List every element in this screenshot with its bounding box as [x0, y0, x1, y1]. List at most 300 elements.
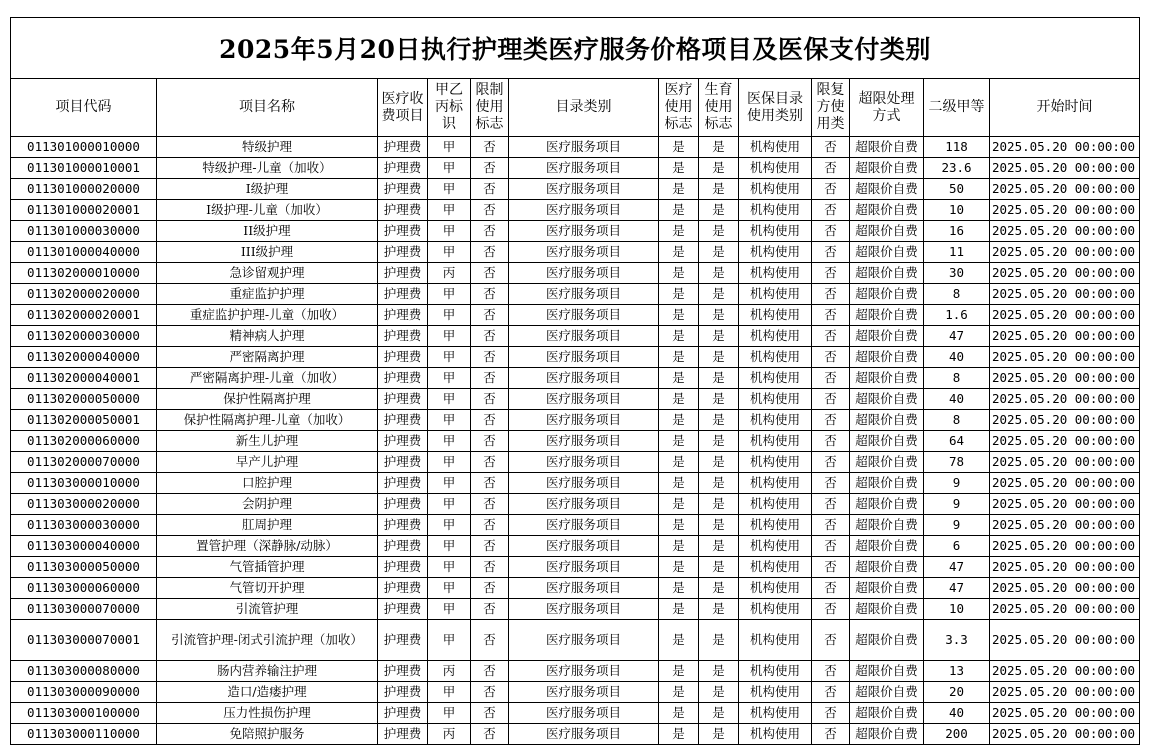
cell-fee: 护理费 [378, 599, 428, 620]
cell-code: 011303000060000 [11, 578, 157, 599]
cell-fee: 护理费 [378, 263, 428, 284]
cell-name: 新生儿护理 [157, 431, 378, 452]
cell-overlimit: 超限价自费 [850, 347, 924, 368]
cell-name: 严密隔离护理-儿童（加收） [157, 368, 378, 389]
cell-maternity-use: 是 [699, 305, 739, 326]
cell-medical-use: 是 [659, 305, 699, 326]
cell-class: 甲 [428, 305, 471, 326]
cell-catalog: 医疗服务项目 [509, 620, 659, 661]
table-row [11, 305, 1140, 326]
cell-restrict-recheck: 否 [812, 368, 850, 389]
cell-restrict-recheck: 否 [812, 410, 850, 431]
cell-maternity-use: 是 [699, 557, 739, 578]
cell-insurance-use: 机构使用 [739, 137, 812, 158]
cell-class: 甲 [428, 410, 471, 431]
cell-overlimit: 超限价自费 [850, 515, 924, 536]
cell-medical-use: 是 [659, 347, 699, 368]
cell-start: 2025.05.20 00:00:00 [990, 179, 1140, 200]
header-code: 项目代码 [11, 79, 157, 137]
table-row [11, 200, 1140, 221]
cell-insurance-use: 机构使用 [739, 431, 812, 452]
cell-restrict-recheck: 否 [812, 389, 850, 410]
cell-maternity-use: 是 [699, 326, 739, 347]
table-row [11, 431, 1140, 452]
cell-restrict: 否 [471, 578, 509, 599]
table-row [11, 326, 1140, 347]
cell-medical-use: 是 [659, 389, 699, 410]
cell-catalog: 医疗服务项目 [509, 494, 659, 515]
cell-code: 011303000070001 [11, 620, 157, 661]
header-grade: 二级甲等 [924, 79, 990, 137]
cell-class: 甲 [428, 682, 471, 703]
cell-overlimit: 超限价自费 [850, 431, 924, 452]
cell-class: 甲 [428, 368, 471, 389]
table-row [11, 452, 1140, 473]
cell-name: II级护理 [157, 221, 378, 242]
cell-medical-use: 是 [659, 410, 699, 431]
cell-name: 免陪照护服务 [157, 724, 378, 745]
cell-class: 甲 [428, 158, 471, 179]
cell-maternity-use: 是 [699, 724, 739, 745]
header-insurance-use: 医保目录使用类别 [739, 79, 812, 137]
cell-start: 2025.05.20 00:00:00 [990, 347, 1140, 368]
cell-class: 甲 [428, 137, 471, 158]
cell-restrict-recheck: 否 [812, 326, 850, 347]
cell-catalog: 医疗服务项目 [509, 200, 659, 221]
cell-start: 2025.05.20 00:00:00 [990, 620, 1140, 661]
cell-catalog: 医疗服务项目 [509, 347, 659, 368]
cell-maternity-use: 是 [699, 452, 739, 473]
cell-restrict: 否 [471, 263, 509, 284]
cell-class: 甲 [428, 242, 471, 263]
cell-restrict-recheck: 否 [812, 137, 850, 158]
cell-overlimit: 超限价自费 [850, 284, 924, 305]
cell-price: 8 [924, 284, 990, 305]
cell-price: 8 [924, 368, 990, 389]
cell-overlimit: 超限价自费 [850, 661, 924, 682]
cell-class: 丙 [428, 263, 471, 284]
cell-price: 64 [924, 431, 990, 452]
cell-restrict: 否 [471, 347, 509, 368]
cell-catalog: 医疗服务项目 [509, 682, 659, 703]
cell-fee: 护理费 [378, 200, 428, 221]
cell-catalog: 医疗服务项目 [509, 473, 659, 494]
table-row [11, 599, 1140, 620]
cell-restrict: 否 [471, 410, 509, 431]
cell-fee: 护理费 [378, 515, 428, 536]
cell-restrict-recheck: 否 [812, 221, 850, 242]
cell-restrict: 否 [471, 137, 509, 158]
cell-maternity-use: 是 [699, 473, 739, 494]
cell-medical-use: 是 [659, 578, 699, 599]
cell-medical-use: 是 [659, 137, 699, 158]
cell-class: 甲 [428, 494, 471, 515]
cell-code: 011302000030000 [11, 326, 157, 347]
cell-restrict: 否 [471, 515, 509, 536]
table-row [11, 682, 1140, 703]
cell-restrict-recheck: 否 [812, 578, 850, 599]
cell-price: 8 [924, 410, 990, 431]
cell-class: 甲 [428, 284, 471, 305]
cell-start: 2025.05.20 00:00:00 [990, 536, 1140, 557]
cell-price: 1.6 [924, 305, 990, 326]
table-row [11, 221, 1140, 242]
cell-restrict: 否 [471, 200, 509, 221]
cell-code: 011302000070000 [11, 452, 157, 473]
table-row [11, 515, 1140, 536]
cell-class: 丙 [428, 724, 471, 745]
cell-restrict: 否 [471, 661, 509, 682]
cell-maternity-use: 是 [699, 410, 739, 431]
cell-name: I级护理-儿童（加收） [157, 200, 378, 221]
cell-class: 甲 [428, 347, 471, 368]
cell-fee: 护理费 [378, 368, 428, 389]
cell-overlimit: 超限价自费 [850, 473, 924, 494]
cell-start: 2025.05.20 00:00:00 [990, 557, 1140, 578]
cell-insurance-use: 机构使用 [739, 200, 812, 221]
cell-insurance-use: 机构使用 [739, 368, 812, 389]
cell-code: 011301000040000 [11, 242, 157, 263]
cell-catalog: 医疗服务项目 [509, 557, 659, 578]
cell-start: 2025.05.20 00:00:00 [990, 661, 1140, 682]
cell-start: 2025.05.20 00:00:00 [990, 368, 1140, 389]
cell-catalog: 医疗服务项目 [509, 431, 659, 452]
cell-fee: 护理费 [378, 305, 428, 326]
cell-price: 11 [924, 242, 990, 263]
header-medical-use: 医疗使用标志 [659, 79, 699, 137]
cell-insurance-use: 机构使用 [739, 536, 812, 557]
cell-fee: 护理费 [378, 452, 428, 473]
cell-fee: 护理费 [378, 724, 428, 745]
table-row [11, 703, 1140, 724]
cell-overlimit: 超限价自费 [850, 305, 924, 326]
cell-overlimit: 超限价自费 [850, 242, 924, 263]
cell-restrict-recheck: 否 [812, 452, 850, 473]
cell-start: 2025.05.20 00:00:00 [990, 200, 1140, 221]
cell-catalog: 医疗服务项目 [509, 452, 659, 473]
cell-start: 2025.05.20 00:00:00 [990, 326, 1140, 347]
cell-class: 甲 [428, 620, 471, 661]
cell-price: 20 [924, 682, 990, 703]
cell-class: 甲 [428, 557, 471, 578]
table-row [11, 389, 1140, 410]
cell-restrict-recheck: 否 [812, 263, 850, 284]
header-overlimit: 超限处理方式 [850, 79, 924, 137]
cell-medical-use: 是 [659, 724, 699, 745]
cell-fee: 护理费 [378, 494, 428, 515]
cell-medical-use: 是 [659, 242, 699, 263]
cell-start: 2025.05.20 00:00:00 [990, 599, 1140, 620]
cell-overlimit: 超限价自费 [850, 389, 924, 410]
cell-price: 30 [924, 263, 990, 284]
cell-medical-use: 是 [659, 452, 699, 473]
cell-insurance-use: 机构使用 [739, 263, 812, 284]
cell-restrict-recheck: 否 [812, 599, 850, 620]
cell-price: 13 [924, 661, 990, 682]
cell-price: 9 [924, 515, 990, 536]
cell-maternity-use: 是 [699, 661, 739, 682]
cell-restrict: 否 [471, 452, 509, 473]
cell-catalog: 医疗服务项目 [509, 703, 659, 724]
cell-restrict: 否 [471, 599, 509, 620]
cell-restrict-recheck: 否 [812, 242, 850, 263]
cell-price: 47 [924, 326, 990, 347]
cell-insurance-use: 机构使用 [739, 305, 812, 326]
cell-medical-use: 是 [659, 599, 699, 620]
cell-overlimit: 超限价自费 [850, 578, 924, 599]
cell-overlimit: 超限价自费 [850, 137, 924, 158]
cell-overlimit: 超限价自费 [850, 326, 924, 347]
cell-restrict: 否 [471, 557, 509, 578]
cell-name: 引流管护理-闭式引流护理（加收） [157, 620, 378, 661]
cell-overlimit: 超限价自费 [850, 557, 924, 578]
cell-fee: 护理费 [378, 410, 428, 431]
cell-restrict-recheck: 否 [812, 620, 850, 661]
header-restrict-recheck: 限复方使用类 [812, 79, 850, 137]
cell-restrict: 否 [471, 158, 509, 179]
table-row [11, 536, 1140, 557]
cell-catalog: 医疗服务项目 [509, 284, 659, 305]
cell-maternity-use: 是 [699, 179, 739, 200]
cell-insurance-use: 机构使用 [739, 703, 812, 724]
cell-fee: 护理费 [378, 431, 428, 452]
page-title: 2025年5月20日执行护理类医疗服务价格项目及医保支付类别 [11, 18, 1140, 79]
table-row [11, 179, 1140, 200]
cell-price: 10 [924, 200, 990, 221]
cell-restrict-recheck: 否 [812, 682, 850, 703]
cell-medical-use: 是 [659, 682, 699, 703]
cell-price: 47 [924, 557, 990, 578]
cell-name: 造口/造瘘护理 [157, 682, 378, 703]
cell-class: 甲 [428, 179, 471, 200]
cell-catalog: 医疗服务项目 [509, 724, 659, 745]
cell-price: 40 [924, 347, 990, 368]
cell-insurance-use: 机构使用 [739, 284, 812, 305]
cell-restrict-recheck: 否 [812, 724, 850, 745]
cell-class: 甲 [428, 200, 471, 221]
cell-medical-use: 是 [659, 703, 699, 724]
cell-start: 2025.05.20 00:00:00 [990, 703, 1140, 724]
table-row [11, 578, 1140, 599]
cell-restrict: 否 [471, 682, 509, 703]
cell-name: 精神病人护理 [157, 326, 378, 347]
table-row [11, 557, 1140, 578]
cell-maternity-use: 是 [699, 221, 739, 242]
cell-code: 011301000010000 [11, 137, 157, 158]
cell-price: 9 [924, 494, 990, 515]
cell-maternity-use: 是 [699, 515, 739, 536]
cell-fee: 护理费 [378, 221, 428, 242]
cell-code: 011301000010001 [11, 158, 157, 179]
cell-catalog: 医疗服务项目 [509, 389, 659, 410]
cell-fee: 护理费 [378, 284, 428, 305]
cell-class: 甲 [428, 703, 471, 724]
cell-code: 011303000010000 [11, 473, 157, 494]
cell-insurance-use: 机构使用 [739, 179, 812, 200]
header-class-abc: 甲乙丙标识 [428, 79, 471, 137]
cell-name: 早产儿护理 [157, 452, 378, 473]
cell-restrict: 否 [471, 179, 509, 200]
cell-code: 011302000010000 [11, 263, 157, 284]
cell-catalog: 医疗服务项目 [509, 515, 659, 536]
cell-overlimit: 超限价自费 [850, 200, 924, 221]
cell-medical-use: 是 [659, 661, 699, 682]
cell-restrict: 否 [471, 494, 509, 515]
cell-medical-use: 是 [659, 263, 699, 284]
cell-overlimit: 超限价自费 [850, 682, 924, 703]
cell-medical-use: 是 [659, 536, 699, 557]
cell-start: 2025.05.20 00:00:00 [990, 263, 1140, 284]
cell-start: 2025.05.20 00:00:00 [990, 305, 1140, 326]
table-row [11, 661, 1140, 682]
cell-restrict: 否 [471, 431, 509, 452]
cell-catalog: 医疗服务项目 [509, 263, 659, 284]
cell-name: 肠内营养输注护理 [157, 661, 378, 682]
cell-class: 丙 [428, 661, 471, 682]
cell-insurance-use: 机构使用 [739, 326, 812, 347]
cell-overlimit: 超限价自费 [850, 221, 924, 242]
cell-restrict-recheck: 否 [812, 305, 850, 326]
cell-overlimit: 超限价自费 [850, 158, 924, 179]
cell-restrict-recheck: 否 [812, 284, 850, 305]
cell-code: 011303000030000 [11, 515, 157, 536]
cell-fee: 护理费 [378, 242, 428, 263]
cell-medical-use: 是 [659, 494, 699, 515]
cell-fee: 护理费 [378, 158, 428, 179]
cell-catalog: 医疗服务项目 [509, 536, 659, 557]
cell-restrict: 否 [471, 326, 509, 347]
cell-restrict: 否 [471, 221, 509, 242]
table-row [11, 242, 1140, 263]
cell-fee: 护理费 [378, 473, 428, 494]
cell-start: 2025.05.20 00:00:00 [990, 137, 1140, 158]
cell-start: 2025.05.20 00:00:00 [990, 494, 1140, 515]
cell-restrict: 否 [471, 284, 509, 305]
cell-start: 2025.05.20 00:00:00 [990, 452, 1140, 473]
cell-catalog: 医疗服务项目 [509, 599, 659, 620]
cell-code: 011303000070000 [11, 599, 157, 620]
cell-maternity-use: 是 [699, 703, 739, 724]
cell-maternity-use: 是 [699, 494, 739, 515]
cell-code: 011302000050000 [11, 389, 157, 410]
cell-medical-use: 是 [659, 326, 699, 347]
cell-price: 10 [924, 599, 990, 620]
cell-code: 011302000020001 [11, 305, 157, 326]
cell-name: 严密隔离护理 [157, 347, 378, 368]
cell-restrict-recheck: 否 [812, 473, 850, 494]
table-row [11, 494, 1140, 515]
cell-insurance-use: 机构使用 [739, 158, 812, 179]
cell-code: 011301000020001 [11, 200, 157, 221]
cell-fee: 护理费 [378, 347, 428, 368]
cell-restrict-recheck: 否 [812, 347, 850, 368]
cell-maternity-use: 是 [699, 599, 739, 620]
cell-start: 2025.05.20 00:00:00 [990, 221, 1140, 242]
cell-name: 置管护理（深静脉/动脉） [157, 536, 378, 557]
cell-overlimit: 超限价自费 [850, 410, 924, 431]
cell-restrict-recheck: 否 [812, 557, 850, 578]
table-row [11, 137, 1140, 158]
cell-restrict-recheck: 否 [812, 431, 850, 452]
cell-fee: 护理费 [378, 536, 428, 557]
table-row [11, 158, 1140, 179]
header-maternity-use: 生育使用标志 [699, 79, 739, 137]
cell-class: 甲 [428, 389, 471, 410]
header-row [11, 79, 1140, 137]
cell-overlimit: 超限价自费 [850, 599, 924, 620]
cell-price: 200 [924, 724, 990, 745]
table-row [11, 410, 1140, 431]
cell-medical-use: 是 [659, 557, 699, 578]
cell-code: 011303000050000 [11, 557, 157, 578]
cell-price: 6 [924, 536, 990, 557]
cell-code: 011303000080000 [11, 661, 157, 682]
cell-restrict-recheck: 否 [812, 158, 850, 179]
cell-fee: 护理费 [378, 578, 428, 599]
cell-catalog: 医疗服务项目 [509, 221, 659, 242]
cell-start: 2025.05.20 00:00:00 [990, 515, 1140, 536]
cell-overlimit: 超限价自费 [850, 452, 924, 473]
cell-code: 011303000020000 [11, 494, 157, 515]
cell-start: 2025.05.20 00:00:00 [990, 473, 1140, 494]
cell-start: 2025.05.20 00:00:00 [990, 578, 1140, 599]
cell-name: 重症监护护理-儿童（加收） [157, 305, 378, 326]
cell-catalog: 医疗服务项目 [509, 661, 659, 682]
cell-fee: 护理费 [378, 620, 428, 661]
cell-start: 2025.05.20 00:00:00 [990, 284, 1140, 305]
cell-restrict-recheck: 否 [812, 661, 850, 682]
cell-insurance-use: 机构使用 [739, 515, 812, 536]
cell-catalog: 医疗服务项目 [509, 326, 659, 347]
cell-name: 重症监护护理 [157, 284, 378, 305]
cell-overlimit: 超限价自费 [850, 536, 924, 557]
cell-overlimit: 超限价自费 [850, 368, 924, 389]
cell-code: 011302000040000 [11, 347, 157, 368]
cell-fee: 护理费 [378, 703, 428, 724]
cell-medical-use: 是 [659, 431, 699, 452]
cell-catalog: 医疗服务项目 [509, 305, 659, 326]
cell-class: 甲 [428, 473, 471, 494]
cell-insurance-use: 机构使用 [739, 494, 812, 515]
cell-catalog: 医疗服务项目 [509, 578, 659, 599]
cell-overlimit: 超限价自费 [850, 620, 924, 661]
cell-maternity-use: 是 [699, 368, 739, 389]
cell-fee: 护理费 [378, 682, 428, 703]
price-sheet [10, 17, 1139, 745]
cell-overlimit: 超限价自费 [850, 494, 924, 515]
cell-code: 011303000100000 [11, 703, 157, 724]
cell-restrict: 否 [471, 242, 509, 263]
cell-name: 会阴护理 [157, 494, 378, 515]
cell-restrict: 否 [471, 368, 509, 389]
cell-name: 特级护理-儿童（加收） [157, 158, 378, 179]
cell-fee: 护理费 [378, 179, 428, 200]
cell-name: 肛周护理 [157, 515, 378, 536]
cell-class: 甲 [428, 536, 471, 557]
cell-restrict-recheck: 否 [812, 515, 850, 536]
cell-fee: 护理费 [378, 326, 428, 347]
cell-restrict: 否 [471, 724, 509, 745]
cell-class: 甲 [428, 515, 471, 536]
table-row [11, 284, 1140, 305]
cell-name: 压力性损伤护理 [157, 703, 378, 724]
cell-insurance-use: 机构使用 [739, 620, 812, 661]
cell-restrict: 否 [471, 703, 509, 724]
cell-class: 甲 [428, 452, 471, 473]
table-body [11, 137, 1140, 745]
header-start: 开始时间 [990, 79, 1140, 137]
cell-name: 特级护理 [157, 137, 378, 158]
